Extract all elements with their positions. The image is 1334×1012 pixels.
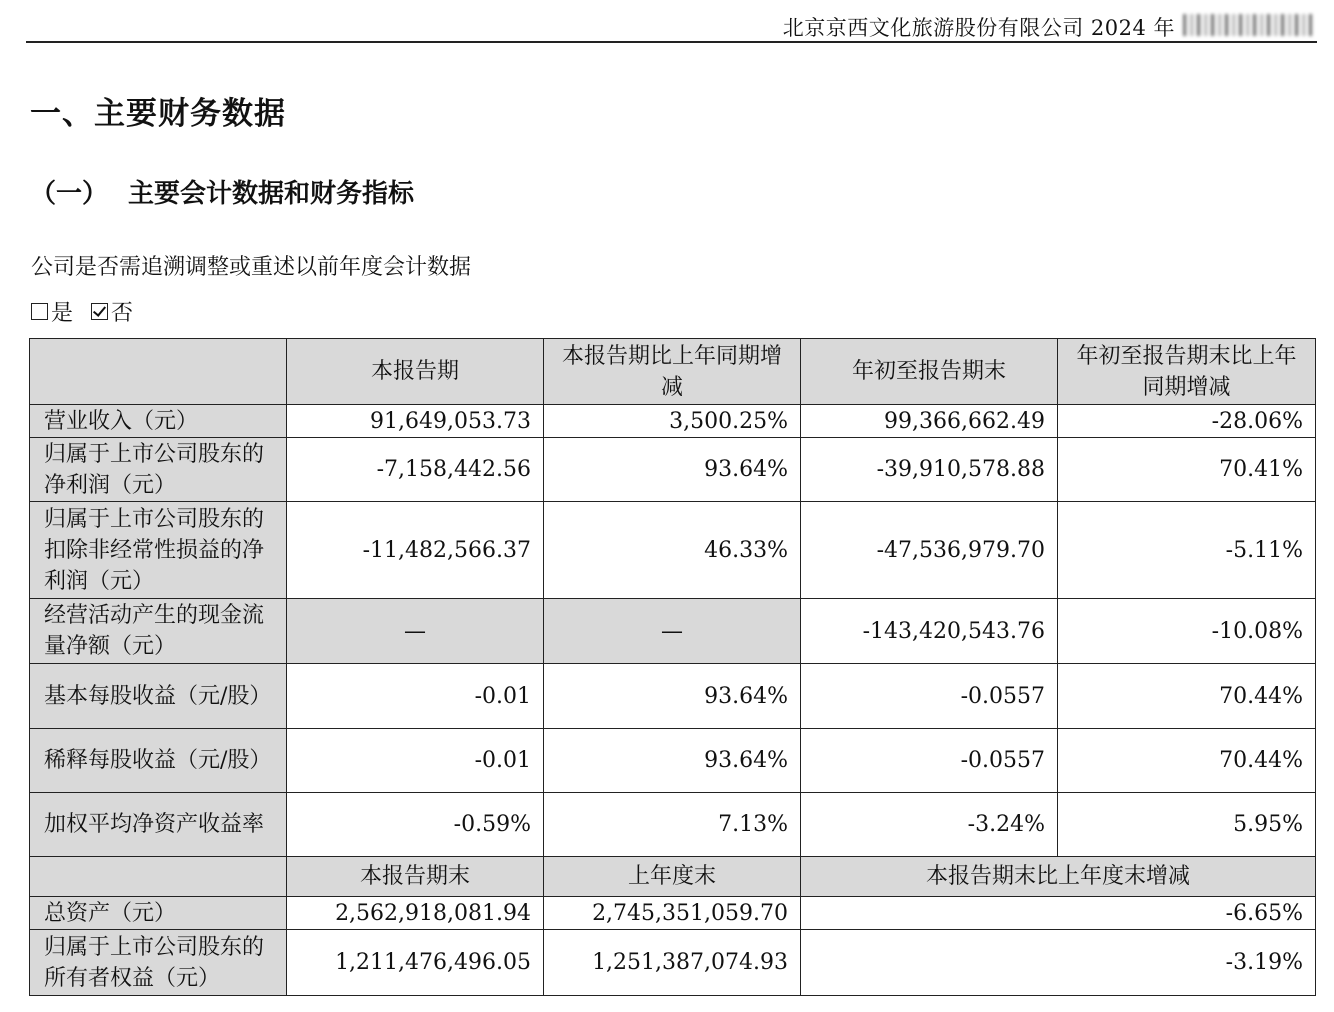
table-cell: -3.24% <box>801 793 1058 857</box>
header-cell: 本报告期末 <box>287 857 544 897</box>
table-cell: -39,910,578.88 <box>801 438 1058 502</box>
table-cell: 2,562,918,081.94 <box>287 897 544 930</box>
restatement-options <box>31 296 151 327</box>
table-cell: 70.44% <box>1058 664 1316 729</box>
subsection-title: 主要会计数据和财务指标 <box>128 179 415 209</box>
table-cell: 7.13% <box>544 793 801 857</box>
table-cell: — <box>544 599 801 664</box>
table-cell: 91,649,053.73 <box>287 405 544 438</box>
row-label: 归属于上市公司股东的扣除非经常性损益的净利润（元） <box>30 502 287 599</box>
table-cell: -0.0557 <box>801 729 1058 793</box>
table-cell: — <box>287 599 544 664</box>
table-cell: -7,158,442.56 <box>287 438 544 502</box>
row-label: 稀释每股收益（元/股） <box>30 729 287 793</box>
checkbox-checked-icon <box>91 303 108 320</box>
header-title: 北京京西文化旅游股份有限公司 2024 年 <box>782 16 1175 40</box>
checkbox-unchecked-icon <box>31 303 48 320</box>
option-yes <box>31 296 73 327</box>
table-cell: -0.0557 <box>801 664 1058 729</box>
table-cell: -28.06% <box>1058 405 1316 438</box>
row-label: 基本每股收益（元/股） <box>30 664 287 729</box>
table-cell: -0.01 <box>287 729 544 793</box>
table-cell: -11,482,566.37 <box>287 502 544 599</box>
table-cell: 93.64% <box>544 729 801 793</box>
table-cell: -0.01 <box>287 664 544 729</box>
header-cell-empty <box>30 857 287 897</box>
row-label: 营业收入（元） <box>30 405 287 438</box>
row-label: 归属于上市公司股东的净利润（元） <box>30 438 287 502</box>
table-row <box>30 405 1316 438</box>
table-row <box>30 930 1316 996</box>
restatement-question: 公司是否需追溯调整或重述以前年度会计数据 <box>31 255 472 280</box>
table-cell: -6.65% <box>801 897 1316 930</box>
table-cell: 5.95% <box>1058 793 1316 857</box>
header-cell: 本报告期比上年同期增减 <box>544 339 801 405</box>
table-cell: -0.59% <box>287 793 544 857</box>
table-header-row <box>30 339 1316 405</box>
header-cell: 年初至报告期末比上年同期增减 <box>1058 339 1316 405</box>
table-cell: -143,420,543.76 <box>801 599 1058 664</box>
table-cell: 1,251,387,074.93 <box>544 930 801 996</box>
table-cell: -47,536,979.70 <box>801 502 1058 599</box>
financial-data-table <box>29 338 1316 996</box>
option-yes-label: 是 <box>51 301 74 326</box>
table-cell: -5.11% <box>1058 502 1316 599</box>
header-cell: 上年度末 <box>544 857 801 897</box>
header-cell: 年初至报告期末 <box>801 339 1058 405</box>
row-label: 归属于上市公司股东的所有者权益（元） <box>30 930 287 996</box>
option-no <box>91 296 133 327</box>
page-header <box>26 0 1317 43</box>
table-cell: 1,211,476,496.05 <box>287 930 544 996</box>
table-cell: 70.44% <box>1058 729 1316 793</box>
subsection-heading <box>30 173 414 210</box>
table-cell: 93.64% <box>544 664 801 729</box>
section-title: 一、主要财务数据 <box>30 96 286 132</box>
table-cell: 46.33% <box>544 502 801 599</box>
table-row <box>30 729 1316 793</box>
redacted-header-text <box>1183 14 1313 36</box>
table-row <box>30 793 1316 857</box>
table-cell: 70.41% <box>1058 438 1316 502</box>
table-cell: 3,500.25% <box>544 405 801 438</box>
table-cell: 99,366,662.49 <box>801 405 1058 438</box>
table-cell: 2,745,351,059.70 <box>544 897 801 930</box>
table-cell: -10.08% <box>1058 599 1316 664</box>
table-header-row <box>30 857 1316 897</box>
table-row <box>30 502 1316 599</box>
table-row <box>30 438 1316 502</box>
table-row <box>30 664 1316 729</box>
row-label: 经营活动产生的现金流量净额（元） <box>30 599 287 664</box>
table-row <box>30 599 1316 664</box>
table-cell: 93.64% <box>544 438 801 502</box>
table-row <box>30 897 1316 930</box>
row-label: 总资产（元） <box>30 897 287 930</box>
header-cell-empty <box>30 339 287 405</box>
table-cell: -3.19% <box>801 930 1316 996</box>
subsection-number: （一） <box>30 179 109 209</box>
header-cell: 本报告期末比上年度末增减 <box>801 857 1316 897</box>
row-label: 加权平均净资产收益率 <box>30 793 287 857</box>
option-no-label: 否 <box>111 301 134 326</box>
header-cell: 本报告期 <box>287 339 544 405</box>
